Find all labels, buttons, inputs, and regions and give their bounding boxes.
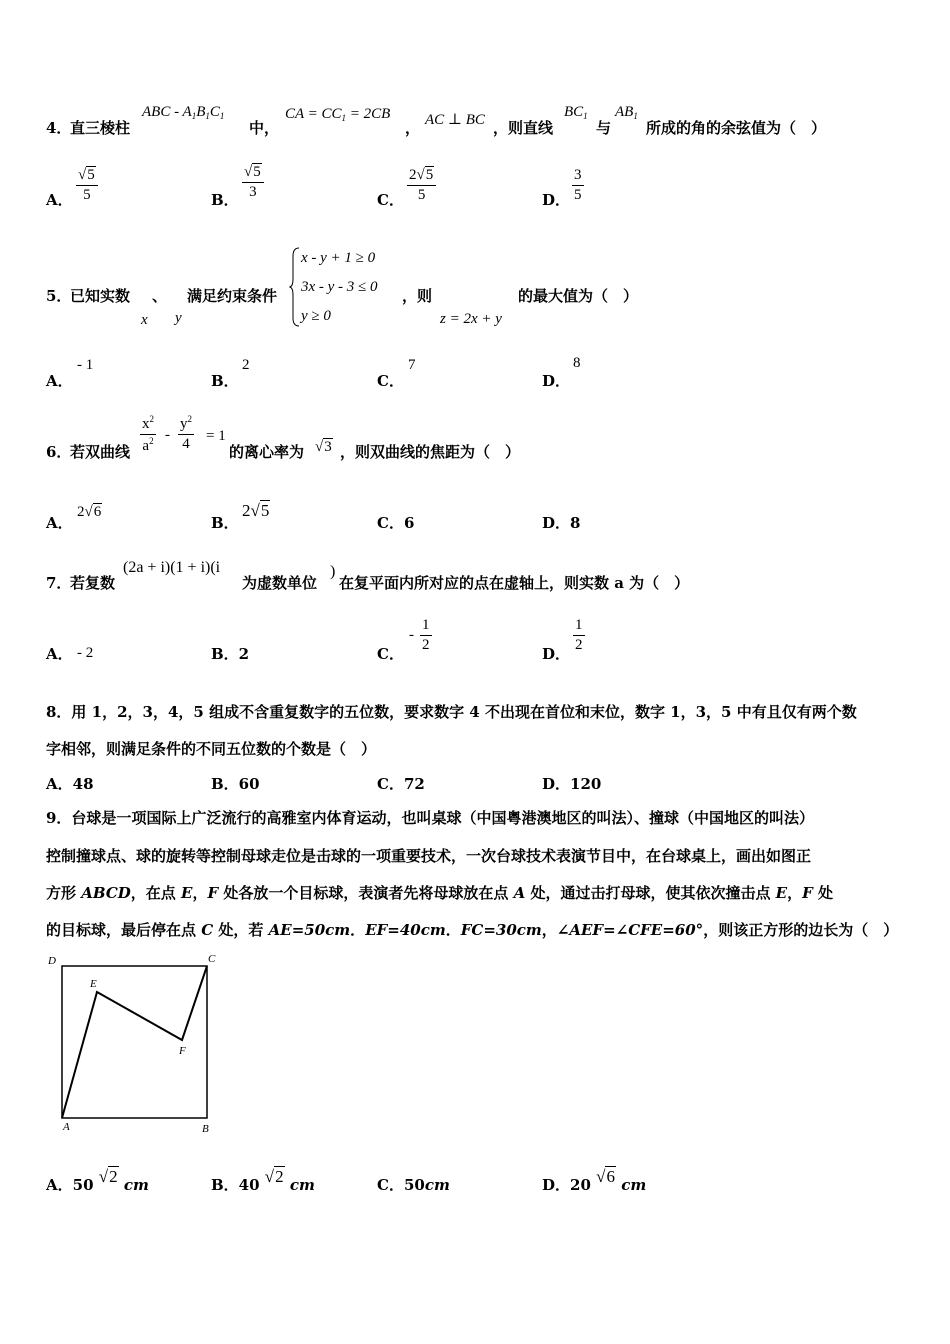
q6-option-a-value: 2√6 xyxy=(77,504,102,520)
q5-stem-t1: 已知实数 xyxy=(70,287,131,305)
q6-option-b-label[interactable]: B． xyxy=(211,514,239,532)
q7-option-c-sign: - xyxy=(409,627,414,643)
q4-stem-t1: 直三棱柱 xyxy=(70,119,131,137)
q6-stem-t2: 的离心率为 xyxy=(229,443,305,461)
q4-option-d-label[interactable]: D． xyxy=(542,191,571,209)
label-b: B xyxy=(202,1123,209,1135)
q6-option-a-label[interactable]: A． xyxy=(46,514,73,532)
q7-stem-num: 7． xyxy=(46,574,72,592)
label-f: F xyxy=(179,1045,186,1057)
q5-option-d-value: 8 xyxy=(573,355,581,371)
q7-option-d-value: 1 2 xyxy=(575,617,583,653)
q4-ab1: $AB_1$ xyxy=(615,104,638,121)
q6-frac-y2-4: $y^2$ 4 xyxy=(180,414,192,452)
q5-option-a-label[interactable]: A． xyxy=(46,372,73,390)
q7-close-paren: ) xyxy=(330,563,336,580)
q4-option-d-value: 3 5 xyxy=(574,167,582,203)
q5-option-d-label[interactable]: D． xyxy=(542,372,571,390)
q4-prism-formula: ABC - $A_1B_1C_1$ xyxy=(142,104,225,121)
q6-stem-num: 6． xyxy=(46,443,72,461)
q5-constraint-3: y ≥ 0 xyxy=(301,308,331,324)
q8-option-d[interactable]: D．120 xyxy=(542,775,602,793)
q6-eq-one: = 1 xyxy=(206,428,226,444)
q4-option-b-label[interactable]: B． xyxy=(211,191,239,209)
q5-option-c-value: 7 xyxy=(408,357,416,373)
q6-stem-t3: ，则双曲线的焦距为（ ） xyxy=(340,443,521,461)
q9-line-1: 9．台球是一项国际上广泛流行的高雅室内体育运动，也叫桌球（中国粤港澳地区的叫法）、撞球（中国地区的叫法） xyxy=(46,809,814,827)
q9-option-a[interactable]: A．50 √2 cm xyxy=(46,1167,149,1194)
q9-line-3: 方形 ABCD，在点 E，F 处各放一个目标球，表演者先将母球放在点 A 处，通过击打母球，使其依次撞击点 E，F 处 xyxy=(46,884,834,902)
label-e: E xyxy=(90,978,97,990)
q6-sqrt3: √3 xyxy=(315,439,332,455)
q4-stem-t6: 所成的角的余弦值为（ ） xyxy=(646,119,827,137)
q4-stem-num: 4． xyxy=(46,119,72,137)
q7-stem-t1: 若复数 xyxy=(70,574,116,592)
q8-line-2: 字相邻，则满足条件的不同五位数的个数是（ ） xyxy=(46,740,377,758)
q6-minus: - xyxy=(165,427,170,443)
q6-frac-x2-a2: $x^2$ $a^2$ xyxy=(142,414,154,454)
q5-option-b-label[interactable]: B． xyxy=(211,372,239,390)
q5-objective: z = 2x + y xyxy=(440,311,502,327)
q8-option-b[interactable]: B．60 xyxy=(211,775,260,793)
q6-option-c[interactable]: C．6 xyxy=(377,514,415,532)
q4-bc1: $BC_1$ xyxy=(564,104,588,121)
q4-stem-t4: ，则直线 xyxy=(493,119,554,137)
label-d: D xyxy=(48,955,56,967)
q5-brace xyxy=(289,246,301,328)
q5-var-y: y xyxy=(175,310,182,326)
q8-option-a[interactable]: A．48 xyxy=(46,775,94,793)
q7-option-a-value: - 2 xyxy=(77,645,94,661)
q5-option-a-value: - 1 xyxy=(77,357,94,373)
q7-option-c-label[interactable]: C． xyxy=(377,645,404,663)
q4-option-c-value: 2√5 5 xyxy=(407,167,436,204)
q4-option-a-value: √5 5 xyxy=(76,167,98,204)
ball-path xyxy=(62,966,207,1118)
q9-option-d[interactable]: D．20 √6 cm xyxy=(542,1167,647,1194)
q7-complex-expr: (2a + i)(1 + i)(i xyxy=(123,559,221,576)
q7-option-b[interactable]: B．2 xyxy=(211,645,250,663)
q9-square-figure xyxy=(40,950,230,1140)
label-a: A xyxy=(63,1121,70,1133)
q8-line-1: 8．用 1，2，3，4，5 组成不含重复数字的五位数，要求数字 4 不出现在首位和末位，数字 1，3，5 中有且仅有两个数 xyxy=(46,703,857,721)
q7-stem-t2: 为虚数单位 xyxy=(242,574,318,592)
q5-option-c-label[interactable]: C． xyxy=(377,372,404,390)
q9-option-c[interactable]: C．50cm xyxy=(377,1176,450,1194)
q5-stem-t2: 、 xyxy=(152,287,168,305)
q6-stem-t1: 若双曲线 xyxy=(70,443,131,461)
q7-option-d-label[interactable]: D． xyxy=(542,645,571,663)
q5-var-x: x xyxy=(141,312,148,328)
q4-perp-formula: AC ⊥ BC xyxy=(425,112,485,128)
q6-option-b-value: 2√5 xyxy=(242,501,270,520)
q7-stem-t3: 在复平面内所对应的点在虚轴上，则实数 a 为（ ） xyxy=(339,574,690,592)
q5-stem-t5: 的最大值为（ ） xyxy=(518,287,639,305)
q5-option-b-value: 2 xyxy=(242,357,250,373)
q5-constraint-1: x - y + 1 ≥ 0 xyxy=(301,250,376,266)
q4-stem-t2: 中， xyxy=(249,119,280,137)
q7-option-a-label[interactable]: A． xyxy=(46,645,73,663)
q5-stem-t3: 满足约束条件 xyxy=(187,287,278,305)
label-c: C xyxy=(208,953,216,965)
q4-stem-t5: 与 xyxy=(596,119,612,137)
q4-option-b-value: √5 3 xyxy=(242,164,264,201)
q5-stem-t4: ，则 xyxy=(402,287,433,305)
q9-option-b[interactable]: B．40 √2 cm xyxy=(211,1167,315,1194)
q4-option-c-label[interactable]: C． xyxy=(377,191,404,209)
q8-option-c[interactable]: C．72 xyxy=(377,775,425,793)
q6-option-d[interactable]: D．8 xyxy=(542,514,581,532)
q9-line-4: 的目标球，最后停在点 C 处，若 AE=50cm．EF=40cm．FC=30cm，∠AEF=∠CFE=60°，则该正方形的边长为（ ） xyxy=(46,921,899,939)
q9-line-2: 控制撞球点、球的旋转等控制母球走位是击球的一项重要技术，一次台球技术表演节目中，在台球桌上，画出如图正 xyxy=(46,847,812,865)
q4-option-a-label[interactable]: A． xyxy=(46,191,73,209)
q4-stem-t3: ， xyxy=(405,119,421,137)
q4-eq-formula: CA = $CC_1 = 2CB$ xyxy=(285,106,391,123)
q5-constraint-2: 3x - y - 3 ≤ 0 xyxy=(301,279,378,295)
q5-stem-num: 5． xyxy=(46,287,72,305)
q7-option-c-value: 1 2 xyxy=(422,617,430,653)
